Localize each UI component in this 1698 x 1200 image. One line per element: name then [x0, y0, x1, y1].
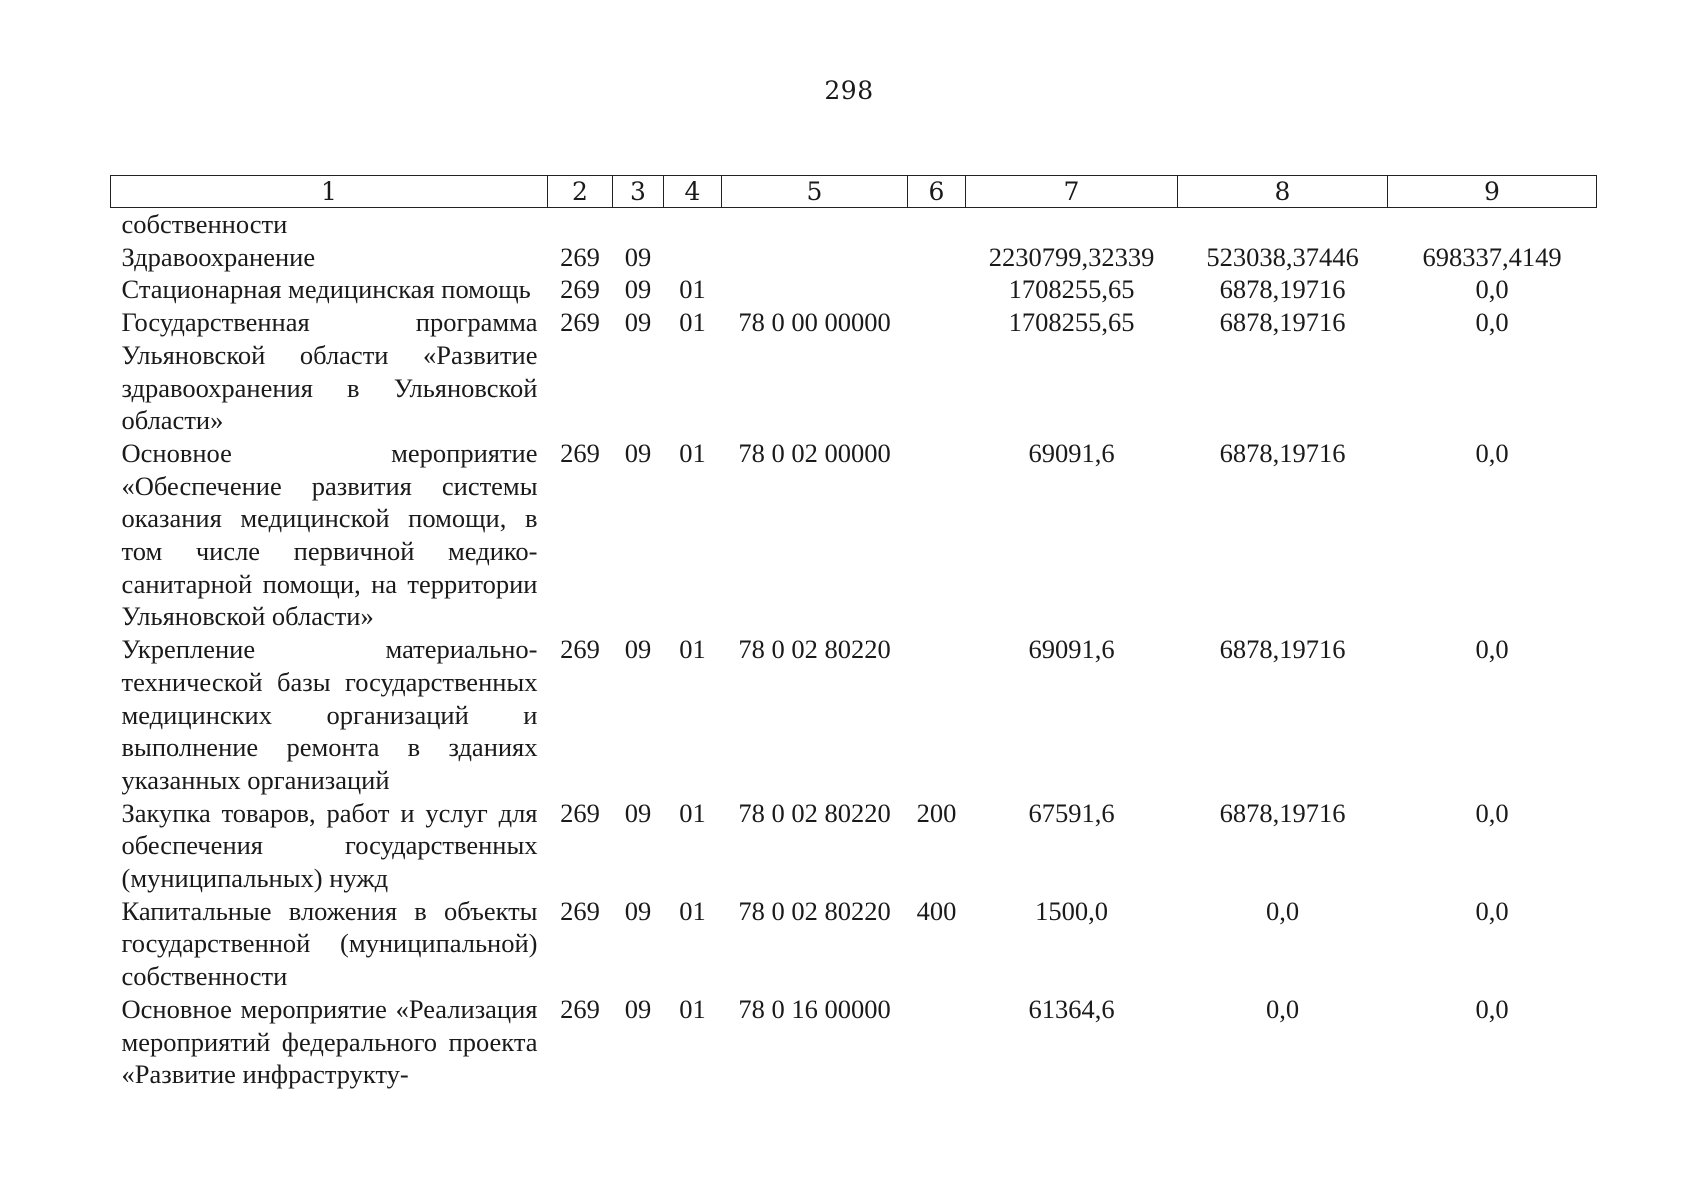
row-name: Государственная программа Ульяновской области «Развитие здравоохранения в Ульяновской области»: [121, 307, 538, 436]
row-name: Основное мероприятие «Реализация мероприятий федерального проекта «Развитие инфраструкту-: [121, 993, 538, 1090]
row-code-6: 200: [916, 797, 957, 828]
row-code-6: [908, 208, 966, 241]
table-row: [111, 437, 1597, 633]
row-code-5: [722, 208, 908, 241]
row-code-3: 09: [624, 797, 652, 828]
row-value-8: 6878,19716: [1219, 307, 1346, 338]
row-value-7: 69091,6: [1028, 437, 1115, 468]
row-code-3: 09: [624, 895, 652, 926]
column-header-9: 9: [1388, 176, 1597, 208]
row-code-4: [664, 208, 722, 241]
row-code-6: [908, 633, 966, 797]
row-code-3: 09: [624, 993, 652, 1024]
row-code-6: 400: [916, 895, 957, 926]
row-code-2: 269: [560, 797, 600, 828]
row-code-4: 01: [679, 797, 706, 828]
row-code-2: 269: [560, 993, 600, 1024]
row-name: Стационарная медицинская помощь: [121, 274, 531, 305]
row-value-8: 6878,19716: [1219, 274, 1346, 305]
row-code-3: 09: [624, 241, 652, 272]
row-value-8: [1178, 208, 1388, 241]
row-code-2: 269: [560, 634, 600, 665]
row-name: Капитальные вложения в объекты государственной (муниципальной) собственности: [121, 895, 538, 992]
row-value-9: 0,0: [1475, 797, 1509, 828]
row-code-3: 09: [624, 437, 652, 468]
row-code-4: 01: [679, 895, 706, 926]
row-value-7: 61364,6: [1028, 993, 1115, 1024]
row-name: Основное мероприятие «Обеспечение развития системы оказания медицинской помощи, в том числе первичной медико-санитарной помощи, на территории Ульяновской области»: [121, 437, 538, 632]
column-header-3: 3: [613, 176, 664, 208]
row-code-5: 78 0 02 80220: [738, 634, 891, 665]
row-code-4: 01: [679, 993, 706, 1024]
row-value-9: 0,0: [1475, 437, 1509, 468]
page-number: 298: [824, 76, 874, 105]
table-row: [111, 797, 1597, 895]
column-header-1: 1: [111, 176, 548, 208]
row-value-9: [1388, 208, 1597, 241]
row-code-4: 01: [679, 307, 706, 338]
row-value-9: 698337,4149: [1422, 241, 1562, 272]
row-code-5: [722, 241, 908, 274]
row-code-6: [908, 241, 966, 274]
column-header-7: 7: [966, 176, 1178, 208]
row-value-9: 0,0: [1475, 307, 1509, 338]
row-code-6: [908, 993, 966, 1091]
table-row: [111, 273, 1597, 306]
table-header-row: [111, 176, 1597, 208]
row-code-2: 269: [560, 241, 600, 272]
table-row: [111, 306, 1597, 437]
row-name: Здравоохранение: [121, 241, 316, 272]
row-code-6: [908, 306, 966, 437]
row-value-9: 0,0: [1475, 993, 1509, 1024]
column-header-6: 6: [908, 176, 966, 208]
row-code-5: 78 0 02 80220: [738, 895, 891, 926]
row-value-8: 6878,19716: [1219, 797, 1346, 828]
row-code-2: [548, 208, 613, 241]
row-code-3: 09: [624, 274, 652, 305]
row-code-2: 269: [560, 437, 600, 468]
table-row: [111, 895, 1597, 993]
row-value-9: 0,0: [1475, 274, 1509, 305]
row-value-7: 67591,6: [1028, 797, 1115, 828]
row-code-5: 78 0 02 00000: [738, 437, 891, 468]
row-name: собственности: [121, 209, 288, 239]
row-code-2: 269: [560, 307, 600, 338]
row-code-3: 09: [624, 307, 652, 338]
table-row: [111, 208, 1597, 241]
column-header-4: 4: [664, 176, 722, 208]
budget-table-container: [110, 175, 1596, 1091]
row-value-8: 6878,19716: [1219, 437, 1346, 468]
table-row: [111, 633, 1597, 797]
column-header-2: 2: [548, 176, 613, 208]
row-code-4: 01: [679, 634, 706, 665]
row-value-7: 1708255,65: [1008, 274, 1135, 305]
row-value-7: 69091,6: [1028, 634, 1115, 665]
row-code-3: [613, 208, 664, 241]
row-code-4: 01: [679, 437, 706, 468]
row-name: Закупка товаров, работ и услуг для обеспечения государственных (муниципальных) нужд: [121, 797, 538, 894]
row-value-9: 0,0: [1475, 634, 1509, 665]
row-value-9: 0,0: [1475, 895, 1509, 926]
row-value-8: 6878,19716: [1219, 634, 1346, 665]
row-name: Укрепление материально-технической базы государственных медицинских организаций и выполнение ремонта в зданиях указанных организаций: [121, 634, 538, 795]
row-code-4: 01: [679, 274, 706, 305]
row-value-8: 0,0: [1265, 895, 1300, 926]
column-header-8: 8: [1178, 176, 1388, 208]
row-code-5: 78 0 16 00000: [738, 993, 891, 1024]
row-value-7: 2230799,32339: [988, 241, 1155, 272]
row-code-3: 09: [624, 634, 652, 665]
row-code-6: [908, 273, 966, 306]
column-header-5: 5: [722, 176, 908, 208]
row-code-2: 269: [560, 274, 600, 305]
row-code-2: 269: [560, 895, 600, 926]
row-code-5: 78 0 02 80220: [738, 797, 891, 828]
table-row: [111, 241, 1597, 274]
row-value-8: 523038,37446: [1206, 241, 1359, 272]
row-value-7: 1500,0: [1035, 895, 1108, 926]
row-value-7: 1708255,65: [1008, 307, 1135, 338]
row-code-5: [722, 273, 908, 306]
budget-table: [110, 175, 1597, 1091]
table-row: [111, 993, 1597, 1091]
row-value-7: [966, 208, 1178, 241]
row-code-6: [908, 437, 966, 633]
row-code-5: 78 0 00 00000: [738, 307, 891, 338]
row-value-8: 0,0: [1265, 993, 1300, 1024]
row-code-4: [664, 241, 722, 274]
